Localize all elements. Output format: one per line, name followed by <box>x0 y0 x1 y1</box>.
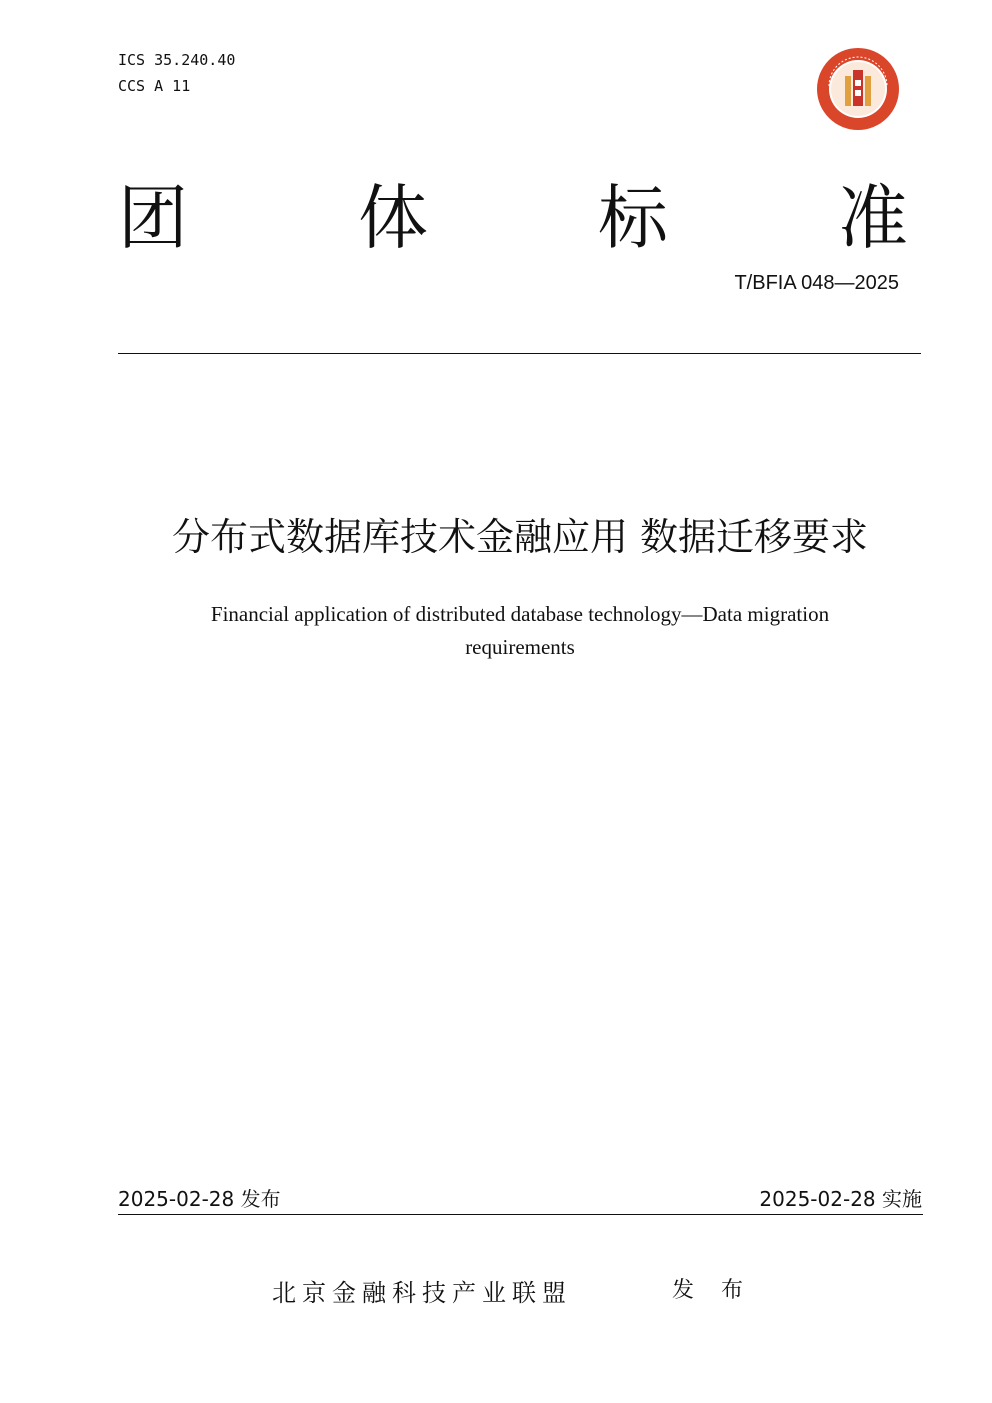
bottom-divider <box>118 1214 923 1215</box>
alliance-seal-logo-icon <box>815 46 901 132</box>
document-type-char: 团 <box>118 177 188 259</box>
document-type-char: 标 <box>598 177 668 259</box>
document-type-heading <box>118 178 908 258</box>
implementation-date: 2025-02-28 实施 <box>759 1187 922 1211</box>
publish-label: 发 布 <box>672 1278 753 1303</box>
ics-code: ICS 35.240.40 <box>118 51 236 69</box>
top-divider <box>118 353 921 354</box>
english-title-line-2: requirements <box>465 635 575 659</box>
publisher-name: 北京金融科技产业联盟 <box>272 1279 572 1307</box>
english-title-line-1: Financial application of distributed database technology—Data migration <box>210 602 830 626</box>
document-type-char: 准 <box>838 177 908 259</box>
english-title <box>150 598 890 664</box>
chinese-title: 分布式数据库技术金融应用 数据迁移要求 <box>171 515 869 559</box>
ccs-code: CCS A 11 <box>118 77 191 95</box>
standard-code: T/BFIA 048—2025 <box>734 272 899 294</box>
document-type-char: 体 <box>358 177 428 259</box>
publish-date: 2025-02-28 发布 <box>118 1187 281 1211</box>
